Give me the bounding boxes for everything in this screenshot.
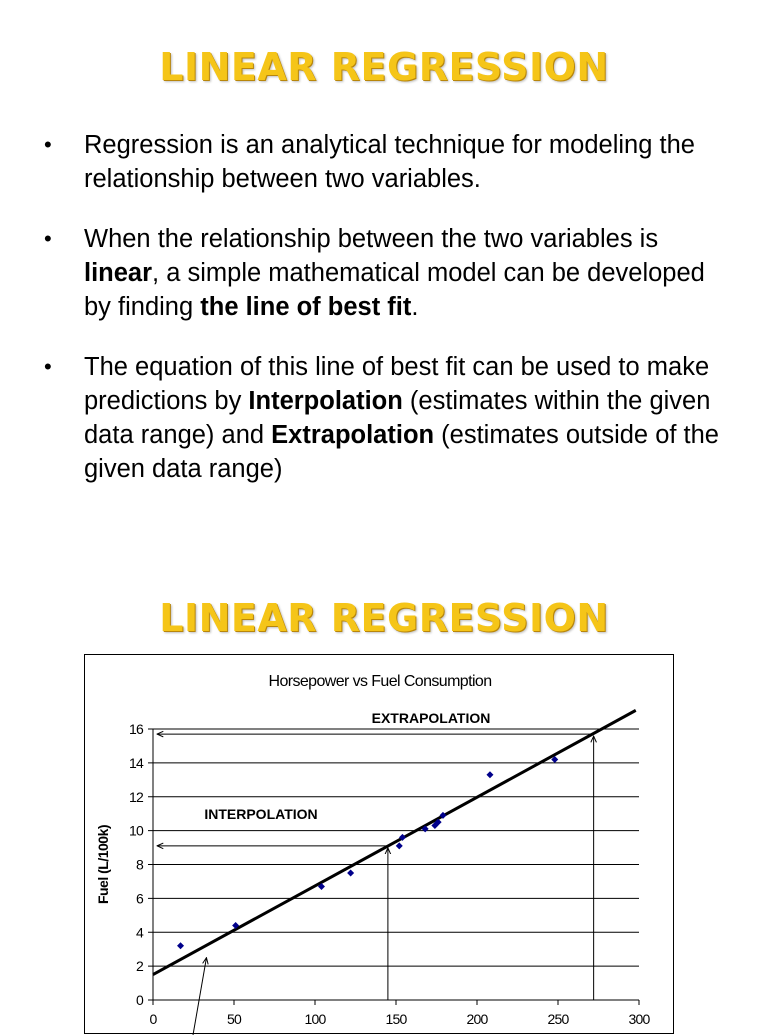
bullet-text: [84, 225, 705, 321]
chart-title: Horsepower vs Fuel Consumption: [268, 673, 492, 690]
y-tick-label: 8: [136, 856, 143, 873]
x-tick-label: 300: [628, 1011, 650, 1027]
y-axis-label: Fuel (L/100k): [95, 824, 111, 905]
bullet-text: [84, 131, 695, 193]
bullet-marker: •: [44, 132, 52, 157]
x-tick-label: 250: [547, 1011, 569, 1027]
scatter-chart: [85, 655, 675, 1035]
bullet-item: [44, 222, 724, 324]
y-tick-label: 4: [136, 924, 143, 941]
chart-frame: [84, 654, 674, 1034]
bullet-text-part: (estimates within the given data range) and: [84, 387, 711, 449]
bullet-marker: •: [44, 226, 52, 251]
bullet-text-bold: Extrapolation: [271, 421, 435, 449]
bullet-marker: •: [44, 354, 52, 379]
data-point: [396, 842, 403, 849]
bullet-text-part: Regression is an analytical technique for modeling the relationship between two variables.: [84, 131, 695, 193]
fit-line: [153, 710, 636, 974]
bullet-text-part: The equation of this line of best fit can be used to make predictions by: [84, 353, 710, 415]
slide-title-2: LINEAR REGRESSION: [159, 596, 609, 640]
x-tick-label: 150: [385, 1011, 407, 1027]
bullet-text-bold: linear: [84, 259, 153, 287]
y-tick-label: 12: [129, 788, 143, 805]
y-tick-label: 14: [129, 754, 143, 771]
line-of-best-fit-pointer: [193, 958, 206, 1035]
data-point: [177, 942, 184, 949]
x-tick-label: 50: [227, 1011, 241, 1027]
y-tick-label: 0: [136, 992, 143, 1008]
bullet-text-part: , a simple mathematical model can be developed by finding: [84, 259, 705, 321]
bullet-text-bold: the line of best fit: [200, 293, 412, 321]
bullet-text: [84, 353, 719, 483]
annotation-label: EXTRAPOLATION: [371, 710, 491, 726]
bullet-text-part: (estimates outside of the given data range): [84, 421, 719, 483]
y-tick-label: 10: [129, 822, 143, 839]
bullet-text-bold: Interpolation: [248, 387, 403, 415]
x-tick-label: 100: [304, 1011, 326, 1027]
bullet-text-part: When the relationship between the two variables is: [84, 225, 659, 253]
bullet-list: [44, 128, 724, 512]
y-tick-label: 2: [136, 958, 143, 975]
annotation-label: INTERPOLATION: [204, 806, 318, 822]
bullet-item: [44, 128, 724, 196]
x-tick-label: 0: [149, 1011, 157, 1027]
data-point: [347, 869, 354, 876]
y-tick-label: 6: [136, 890, 143, 907]
bullet-text-part: .: [411, 293, 419, 321]
data-point: [486, 771, 493, 778]
slide-title: LINEAR REGRESSION: [159, 45, 609, 89]
x-tick-label: 200: [466, 1011, 488, 1027]
bullet-item: [44, 350, 724, 486]
y-tick-label: 16: [129, 721, 143, 737]
